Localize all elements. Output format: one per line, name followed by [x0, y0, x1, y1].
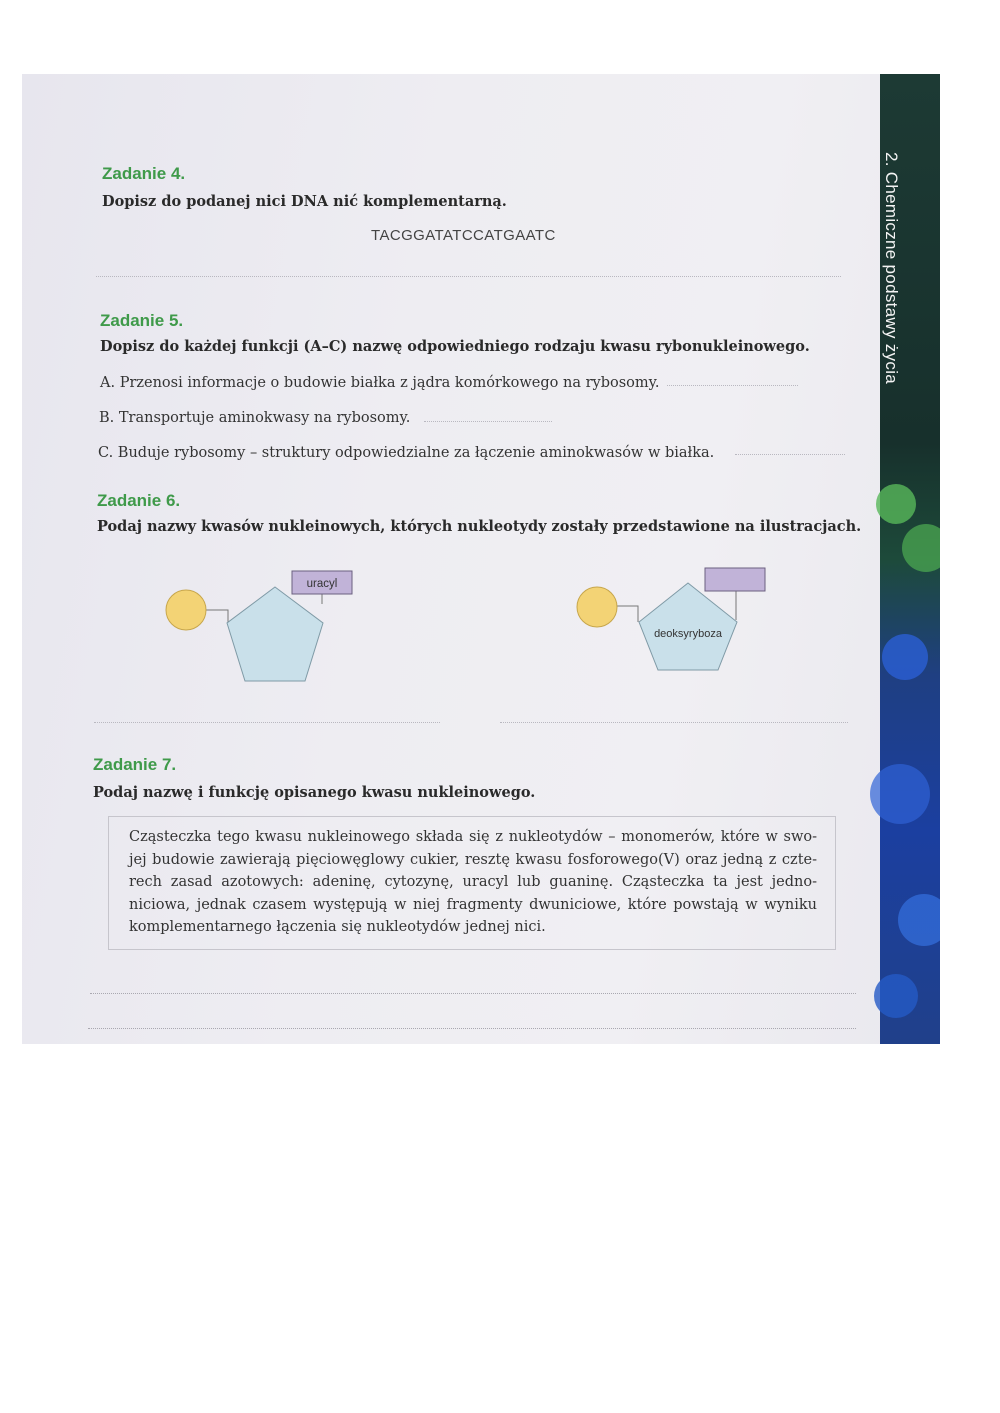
- description-line: komplementarnego łączenia się nukleotydów jednej nici.: [129, 919, 546, 935]
- description-line: rech zasad azotowych: adeninę, cytozynę, uracyl lub guaninę. Cząsteczka ta jest jedno-: [129, 874, 817, 890]
- sugar-label: deoksyryboza: [654, 628, 722, 640]
- base-box-empty: [705, 568, 765, 591]
- task-7-heading: Zadanie 7.: [93, 755, 177, 774]
- answer-line-left[interactable]: [94, 722, 440, 723]
- ribose-pentagon: [227, 587, 323, 681]
- sidebar-decor: [874, 974, 918, 1018]
- task-4-heading: Zadanie 4.: [102, 164, 186, 183]
- description-line: niciowa, jednak czasem występują w niej fragmenty dwuniciowe, które powstają w wyniku: [129, 896, 817, 913]
- description-line: jej budowie zawierają pięciowęglowy cukier, resztę kwasu fosforowego(V) oraz jedną z czte-: [129, 851, 817, 868]
- answer-line-right[interactable]: [500, 722, 848, 723]
- chapter-title: 2. Chemiczne podstawy życia: [882, 152, 901, 385]
- task-5-item-b: B. Transportuje aminokwasy na rybosomy.: [99, 410, 411, 426]
- task-6-heading: Zadanie 6.: [97, 491, 181, 510]
- sidebar-decor: [898, 894, 940, 946]
- nucleotide-right: [577, 568, 765, 670]
- base-label: uracyl: [306, 578, 338, 590]
- answer-line-7b[interactable]: [88, 1028, 856, 1029]
- phosphate-circle: [166, 590, 206, 630]
- task-7-instruction: Podaj nazwę i funkcję opisanego kwasu nukleinowego.: [93, 784, 536, 801]
- answer-line-7a[interactable]: [90, 993, 856, 994]
- description-text: [129, 826, 817, 939]
- deoxyribose-pentagon: [639, 583, 737, 670]
- task-4-instruction: Dopisz do podanej nici DNA nić komplementarną.: [102, 193, 507, 210]
- nucleotide-left: [166, 571, 352, 681]
- bond-line: [206, 610, 228, 625]
- dna-strand: TACGGATATCCATGAATC: [371, 227, 556, 244]
- task-5-item-a: A. Przenosi informacje o budowie białka z jądra komórkowego na rybosomy.: [100, 375, 660, 391]
- task-5-item-c: C. Buduje rybosomy – struktury odpowiedzialne za łączenie aminokwasów w białka.: [98, 445, 715, 461]
- task-6-instruction: Podaj nazwy kwasów nukleinowych, których nukleotydy zostały przedstawione na ilustracjach.: [97, 518, 862, 535]
- task-5-instruction: Dopisz do każdej funkcji (A–C) nazwę odpowiedniego rodzaju kwasu rybonukleinowego.: [100, 338, 810, 355]
- description-line: Cząsteczka tego kwasu nukleinowego składa się z nukleotydów – monomerów, które w swo-: [129, 829, 817, 845]
- phosphate-circle: [577, 587, 617, 627]
- bond-line: [617, 606, 638, 622]
- sidebar-decor: [870, 764, 930, 824]
- task-5-heading: Zadanie 5.: [100, 311, 184, 330]
